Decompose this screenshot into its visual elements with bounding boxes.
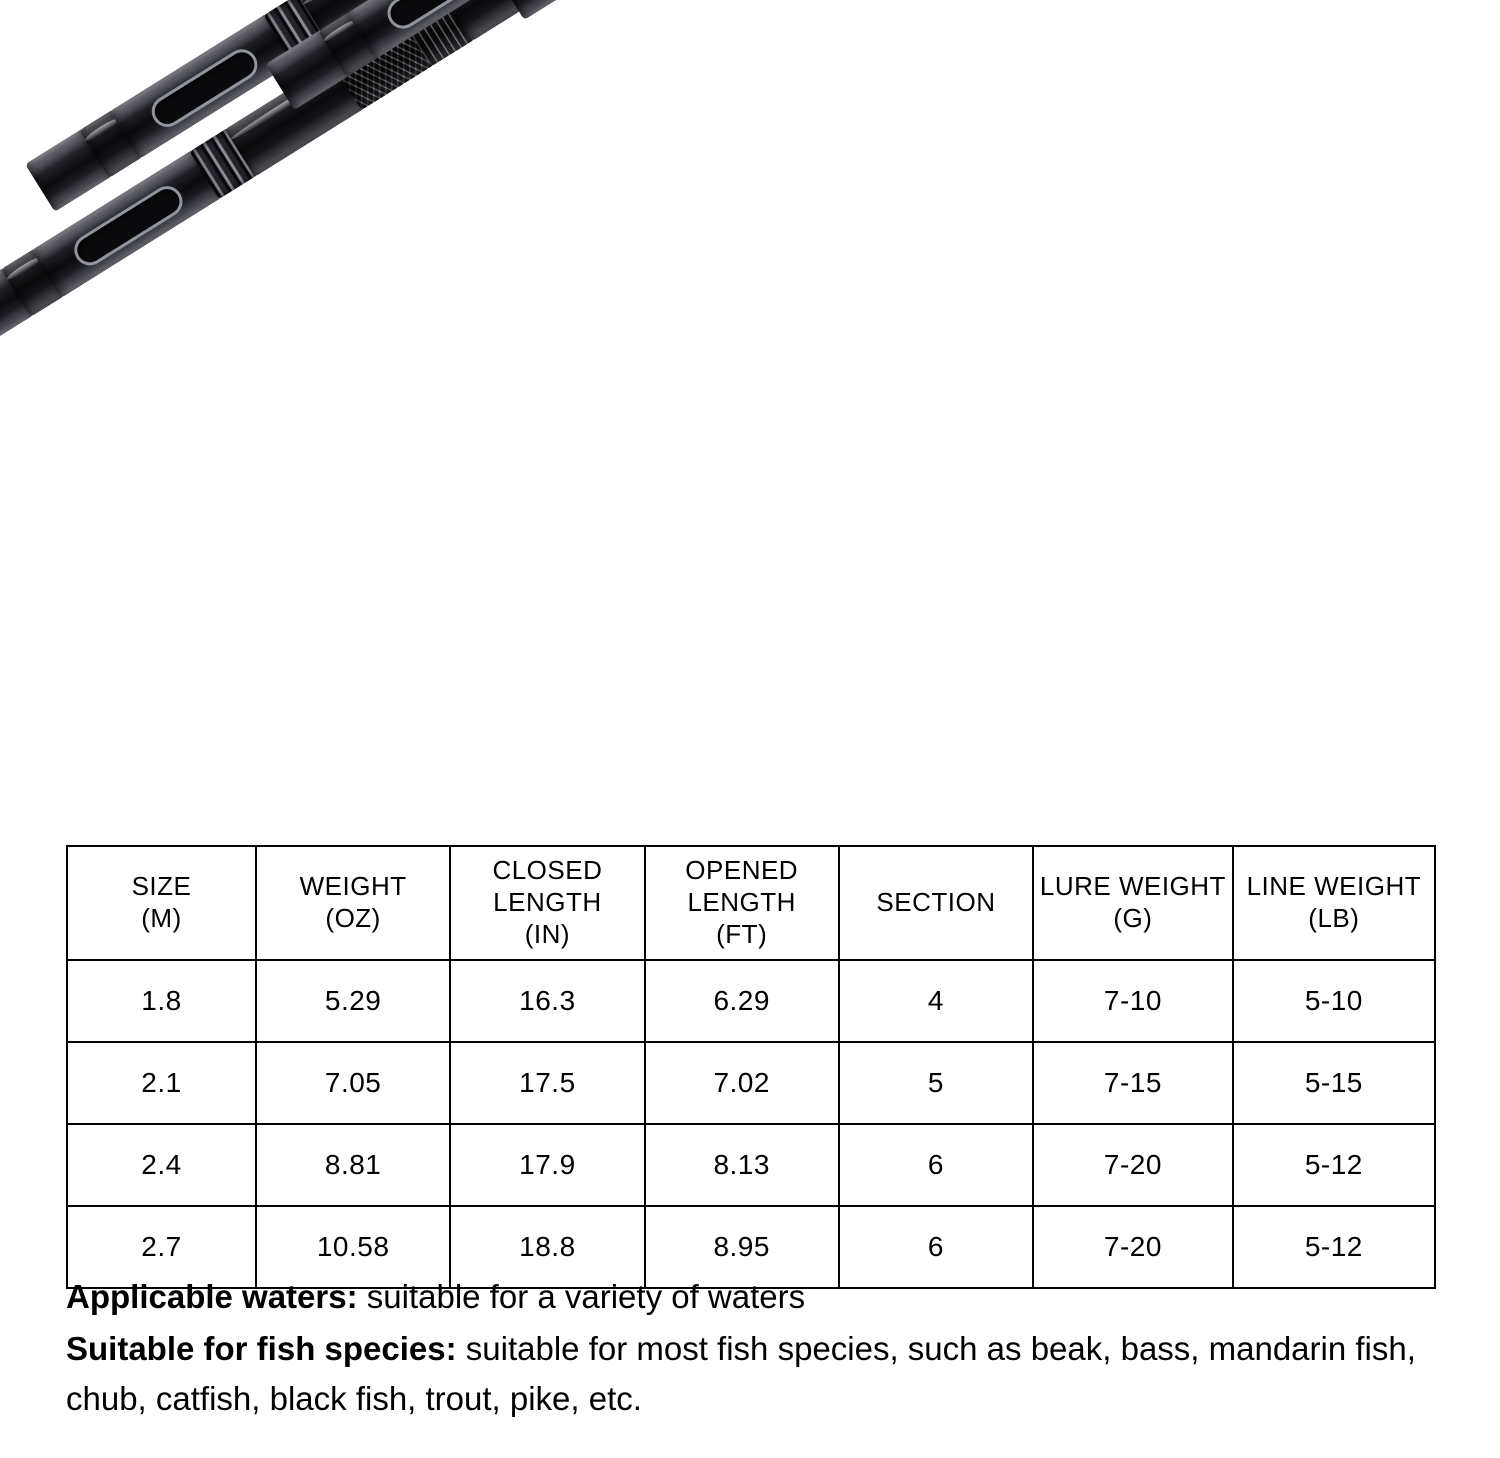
cell-lure-weight: 7-20 — [1033, 1206, 1233, 1288]
cell-lure-weight: 7-10 — [1033, 960, 1233, 1042]
cell-line-weight: 5-10 — [1233, 960, 1435, 1042]
applicable-waters-text: suitable for a variety of waters — [357, 1278, 806, 1315]
column-header-line-weight: LINE WEIGHT (LB) — [1233, 846, 1435, 960]
cell-lure-weight: 7-15 — [1033, 1042, 1233, 1124]
table-header-row — [67, 846, 1435, 960]
cell-size: 1.8 — [67, 960, 256, 1042]
cell-closed-length: 16.3 — [450, 960, 644, 1042]
cell-closed-length: 17.9 — [450, 1124, 644, 1206]
cell-opened-length: 8.13 — [645, 1124, 839, 1206]
fish-species-line — [66, 1324, 1456, 1424]
column-header-section: SECTION — [839, 846, 1033, 960]
cell-closed-length: 18.8 — [450, 1206, 644, 1288]
cell-section: 6 — [839, 1124, 1033, 1206]
reel-seat-slot-1 — [68, 180, 188, 271]
table-body — [67, 960, 1435, 1288]
footer-description — [66, 1272, 1456, 1426]
column-header-opened-length: OPENED LENGTH (FT) — [645, 846, 839, 960]
applicable-waters-label: Applicable waters: — [66, 1278, 358, 1315]
fishing-rod-4 — [496, 0, 1500, 20]
cell-size: 2.4 — [67, 1124, 256, 1206]
table-header — [67, 846, 1435, 960]
table-row — [67, 1042, 1435, 1124]
column-header-closed-length: CLOSED LENGTH (IN) — [450, 846, 644, 960]
cell-weight: 8.81 — [256, 1124, 450, 1206]
cell-line-weight: 5-15 — [1233, 1042, 1435, 1124]
column-header-weight: WEIGHT (OZ) — [256, 846, 450, 960]
column-header-lure-weight: LURE WEIGHT (G) — [1033, 846, 1233, 960]
cell-weight: 7.05 — [256, 1042, 450, 1124]
cell-weight: 10.58 — [256, 1206, 450, 1288]
fish-species-text: suitable for most fish species, such as beak, bass, mandarin fish, chub, catfish, black fish, trout, pike, etc. — [66, 1330, 1416, 1418]
table-row — [67, 960, 1435, 1042]
specification-table — [66, 845, 1436, 1289]
cell-line-weight: 5-12 — [1233, 1124, 1435, 1206]
cell-lure-weight: 7-20 — [1033, 1124, 1233, 1206]
applicable-waters-line — [66, 1272, 1456, 1322]
column-header-size: SIZE (M) — [67, 846, 256, 960]
fish-species-label: Suitable for fish species: — [66, 1330, 457, 1368]
table-row — [67, 1124, 1435, 1206]
cell-line-weight: 5-12 — [1233, 1206, 1435, 1288]
cell-weight: 5.29 — [256, 960, 450, 1042]
cell-section: 5 — [839, 1042, 1033, 1124]
cell-opened-length: 7.02 — [645, 1042, 839, 1124]
cell-closed-length: 17.5 — [450, 1042, 644, 1124]
cell-opened-length: 6.29 — [645, 960, 839, 1042]
cell-section: 4 — [839, 960, 1033, 1042]
cell-opened-length: 8.95 — [645, 1206, 839, 1288]
cell-size: 2.1 — [67, 1042, 256, 1124]
cell-section: 6 — [839, 1206, 1033, 1288]
cell-size: 2.7 — [67, 1206, 256, 1288]
